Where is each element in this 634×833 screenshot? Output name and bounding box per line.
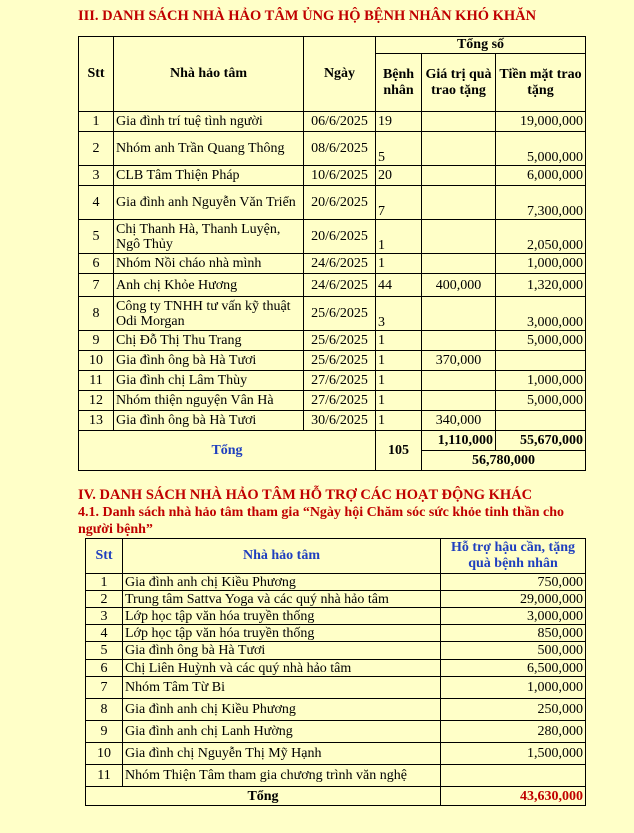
header-date: Ngày [304, 37, 376, 112]
cell-stt: 9 [79, 331, 114, 351]
cell-amount [441, 765, 586, 787]
total-cash: 55,670,000 [496, 431, 586, 451]
table-body-2 [86, 574, 586, 787]
cell-patients: 20 [376, 166, 422, 186]
cell-amount: 29,000,000 [441, 591, 586, 608]
cell-amount: 500,000 [441, 642, 586, 660]
table-row [79, 254, 586, 274]
cell-patients: 3 [376, 297, 422, 331]
cell-date: 27/6/2025 [304, 371, 376, 391]
header-gift-value: Giá trị quà trao tặng [422, 54, 496, 112]
cell-amount: 1,500,000 [441, 743, 586, 765]
cell-date: 24/6/2025 [304, 254, 376, 274]
cell-stt: 1 [79, 112, 114, 132]
cell-stt: 12 [79, 391, 114, 411]
list-item [86, 608, 586, 625]
cell-gift [422, 331, 496, 351]
cell-patients: 1 [376, 351, 422, 371]
cell-amount: 250,000 [441, 699, 586, 721]
cell-gift: 340,000 [422, 411, 496, 431]
cell-donor: Nhóm Nồi cháo nhà mình [114, 254, 304, 274]
cell-donor: Gia đình anh chị Kiều Phương [123, 574, 441, 591]
cell-patients: 1 [376, 331, 422, 351]
table-row [79, 411, 586, 431]
cell-stt: 11 [86, 765, 123, 787]
cell-donor: Chị Liên Huỳnh và các quý nhà hảo tâm [123, 660, 441, 677]
table-row [79, 132, 586, 166]
cell-patients: 7 [376, 186, 422, 220]
cell-amount: 1,000,000 [441, 677, 586, 699]
cell-gift: 400,000 [422, 274, 496, 297]
table-row [79, 220, 586, 254]
cell-stt: 11 [79, 371, 114, 391]
grand-total: 56,780,000 [422, 451, 586, 471]
cell-cash: 7,300,000 [496, 186, 586, 220]
list-item [86, 699, 586, 721]
cell-gift [422, 186, 496, 220]
cell-patients: 44 [376, 274, 422, 297]
list-item [86, 625, 586, 642]
cell-donor: Chị Đỗ Thị Thu Trang [114, 331, 304, 351]
table-row [79, 274, 586, 297]
cell-stt: 7 [79, 274, 114, 297]
cell-donor: CLB Tâm Thiện Pháp [114, 166, 304, 186]
cell-stt: 3 [79, 166, 114, 186]
cell-stt: 6 [79, 254, 114, 274]
section-3-title: III. DANH SÁCH NHÀ HẢO TÂM ỦNG HỘ BỆNH NHÂN KHÓ KHĂN [78, 8, 537, 24]
header-cash: Tiền mặt trao tặng [496, 54, 586, 112]
header-support: Hỗ trợ hậu cần, tặng quà bệnh nhân [441, 539, 586, 574]
cell-stt: 7 [86, 677, 123, 699]
cell-gift: 370,000 [422, 351, 496, 371]
cell-donor: Gia đình chị Lâm Thùy [114, 371, 304, 391]
cell-date: 27/6/2025 [304, 391, 376, 411]
cell-cash: 1,000,000 [496, 371, 586, 391]
header-total-group: Tổng số [376, 37, 586, 54]
cell-donor: Gia đình ông bà Hà Tươi [114, 351, 304, 371]
cell-donor: Gia đình anh Nguyễn Văn Triển [114, 186, 304, 220]
table-row [79, 331, 586, 351]
cell-date: 08/6/2025 [304, 132, 376, 166]
cell-patients: 1 [376, 254, 422, 274]
cell-cash: 5,000,000 [496, 331, 586, 351]
cell-cash: 1,320,000 [496, 274, 586, 297]
section-4-subtitle: 4.1. Danh sách nhà hảo tâm tham gia “Ngày hội Chăm sóc sức khỏe tinh thần cho người bệnh” [78, 505, 565, 537]
cell-cash: 1,000,000 [496, 254, 586, 274]
cell-donor: Gia đình anh chị Lanh Hường [123, 721, 441, 743]
table-row [79, 112, 586, 132]
list-item [86, 574, 586, 591]
total-label-2: Tổng [86, 787, 441, 806]
cell-stt: 8 [79, 297, 114, 331]
header-donor-2: Nhà hảo tâm [123, 539, 441, 574]
cell-donor: Nhóm Thiện Tâm tham gia chương trình văn nghệ [123, 765, 441, 787]
cell-gift [422, 371, 496, 391]
cell-date: 25/6/2025 [304, 331, 376, 351]
total-patients: 105 [376, 431, 422, 471]
cell-date: 25/6/2025 [304, 297, 376, 331]
cell-donor: Gia đình trí tuệ tình người [114, 112, 304, 132]
cell-cash: 5,000,000 [496, 391, 586, 411]
header-stt-2: Stt [86, 539, 123, 574]
cell-cash [496, 411, 586, 431]
cell-stt: 10 [86, 743, 123, 765]
cell-amount: 6,500,000 [441, 660, 586, 677]
cell-donor: Gia đình ông bà Hà Tươi [114, 411, 304, 431]
cell-donor: Gia đình anh chị Kiều Phương [123, 699, 441, 721]
list-item [86, 743, 586, 765]
cell-patients: 1 [376, 220, 422, 254]
cell-stt: 9 [86, 721, 123, 743]
cell-donor: Gia đình chị Nguyễn Thị Mỹ Hạnh [123, 743, 441, 765]
total-gift: 1,110,000 [422, 431, 496, 451]
cell-stt: 6 [86, 660, 123, 677]
cell-date: 20/6/2025 [304, 186, 376, 220]
cell-gift [422, 132, 496, 166]
cell-stt: 2 [86, 591, 123, 608]
cell-donor: Gia đình ông bà Hà Tươi [123, 642, 441, 660]
cell-stt: 13 [79, 411, 114, 431]
cell-cash: 6,000,000 [496, 166, 586, 186]
table-row [79, 391, 586, 411]
list-item [86, 591, 586, 608]
total-amount-2: 43,630,000 [441, 787, 586, 806]
table-row [79, 186, 586, 220]
list-item [86, 721, 586, 743]
cell-patients: 1 [376, 371, 422, 391]
list-item [86, 677, 586, 699]
table-row [79, 371, 586, 391]
cell-date: 30/6/2025 [304, 411, 376, 431]
cell-date: 20/6/2025 [304, 220, 376, 254]
cell-stt: 8 [86, 699, 123, 721]
cell-cash: 3,000,000 [496, 297, 586, 331]
cell-gift [422, 112, 496, 132]
total-label: Tổng [79, 431, 376, 471]
cell-patients: 5 [376, 132, 422, 166]
cell-stt: 4 [86, 625, 123, 642]
cell-gift [422, 391, 496, 411]
list-item [86, 660, 586, 677]
cell-amount: 750,000 [441, 574, 586, 591]
cell-patients: 19 [376, 112, 422, 132]
cell-stt: 5 [86, 642, 123, 660]
cell-date: 24/6/2025 [304, 274, 376, 297]
cell-donor: Công ty TNHH tư vấn kỹ thuật Odi Morgan [114, 297, 304, 331]
cell-date: 06/6/2025 [304, 112, 376, 132]
cell-cash: 19,000,000 [496, 112, 586, 132]
section-4-title: IV. DANH SÁCH NHÀ HẢO TÂM HỖ TRỢ CÁC HOẠT ĐỘNG KHÁC [78, 487, 533, 503]
cell-donor: Nhóm Tâm Từ Bi [123, 677, 441, 699]
cell-amount: 3,000,000 [441, 608, 586, 625]
cell-cash: 2,050,000 [496, 220, 586, 254]
cell-stt: 1 [86, 574, 123, 591]
header-patients: Bệnh nhân [376, 54, 422, 112]
cell-gift [422, 254, 496, 274]
cell-amount: 280,000 [441, 721, 586, 743]
cell-stt: 10 [79, 351, 114, 371]
table-body [79, 112, 586, 431]
donor-table-patients [78, 36, 586, 471]
cell-patients: 1 [376, 391, 422, 411]
table-row [79, 297, 586, 331]
cell-donor: Lớp học tập văn hóa truyền thống [123, 625, 441, 642]
list-item [86, 765, 586, 787]
table-row [79, 351, 586, 371]
cell-gift [422, 297, 496, 331]
list-item [86, 642, 586, 660]
cell-donor: Nhóm anh Trần Quang Thông [114, 132, 304, 166]
table-row [79, 166, 586, 186]
cell-donor: Lớp học tập văn hóa truyền thống [123, 608, 441, 625]
donor-table-activities [85, 538, 586, 806]
cell-gift [422, 166, 496, 186]
cell-donor: Anh chị Khỏe Hương [114, 274, 304, 297]
header-stt: Stt [79, 37, 114, 112]
cell-stt: 4 [79, 186, 114, 220]
cell-cash [496, 351, 586, 371]
cell-cash: 5,000,000 [496, 132, 586, 166]
cell-amount: 850,000 [441, 625, 586, 642]
cell-date: 25/6/2025 [304, 351, 376, 371]
cell-stt: 3 [86, 608, 123, 625]
cell-stt: 5 [79, 220, 114, 254]
header-donor: Nhà hảo tâm [114, 37, 304, 112]
cell-donor: Chị Thanh Hà, Thanh Luyện, Ngô Thủy [114, 220, 304, 254]
cell-patients: 1 [376, 411, 422, 431]
cell-donor: Nhóm thiện nguyện Vân Hà [114, 391, 304, 411]
cell-date: 10/6/2025 [304, 166, 376, 186]
cell-donor: Trung tâm Sattva Yoga và các quý nhà hảo tâm [123, 591, 441, 608]
cell-stt: 2 [79, 132, 114, 166]
cell-gift [422, 220, 496, 254]
